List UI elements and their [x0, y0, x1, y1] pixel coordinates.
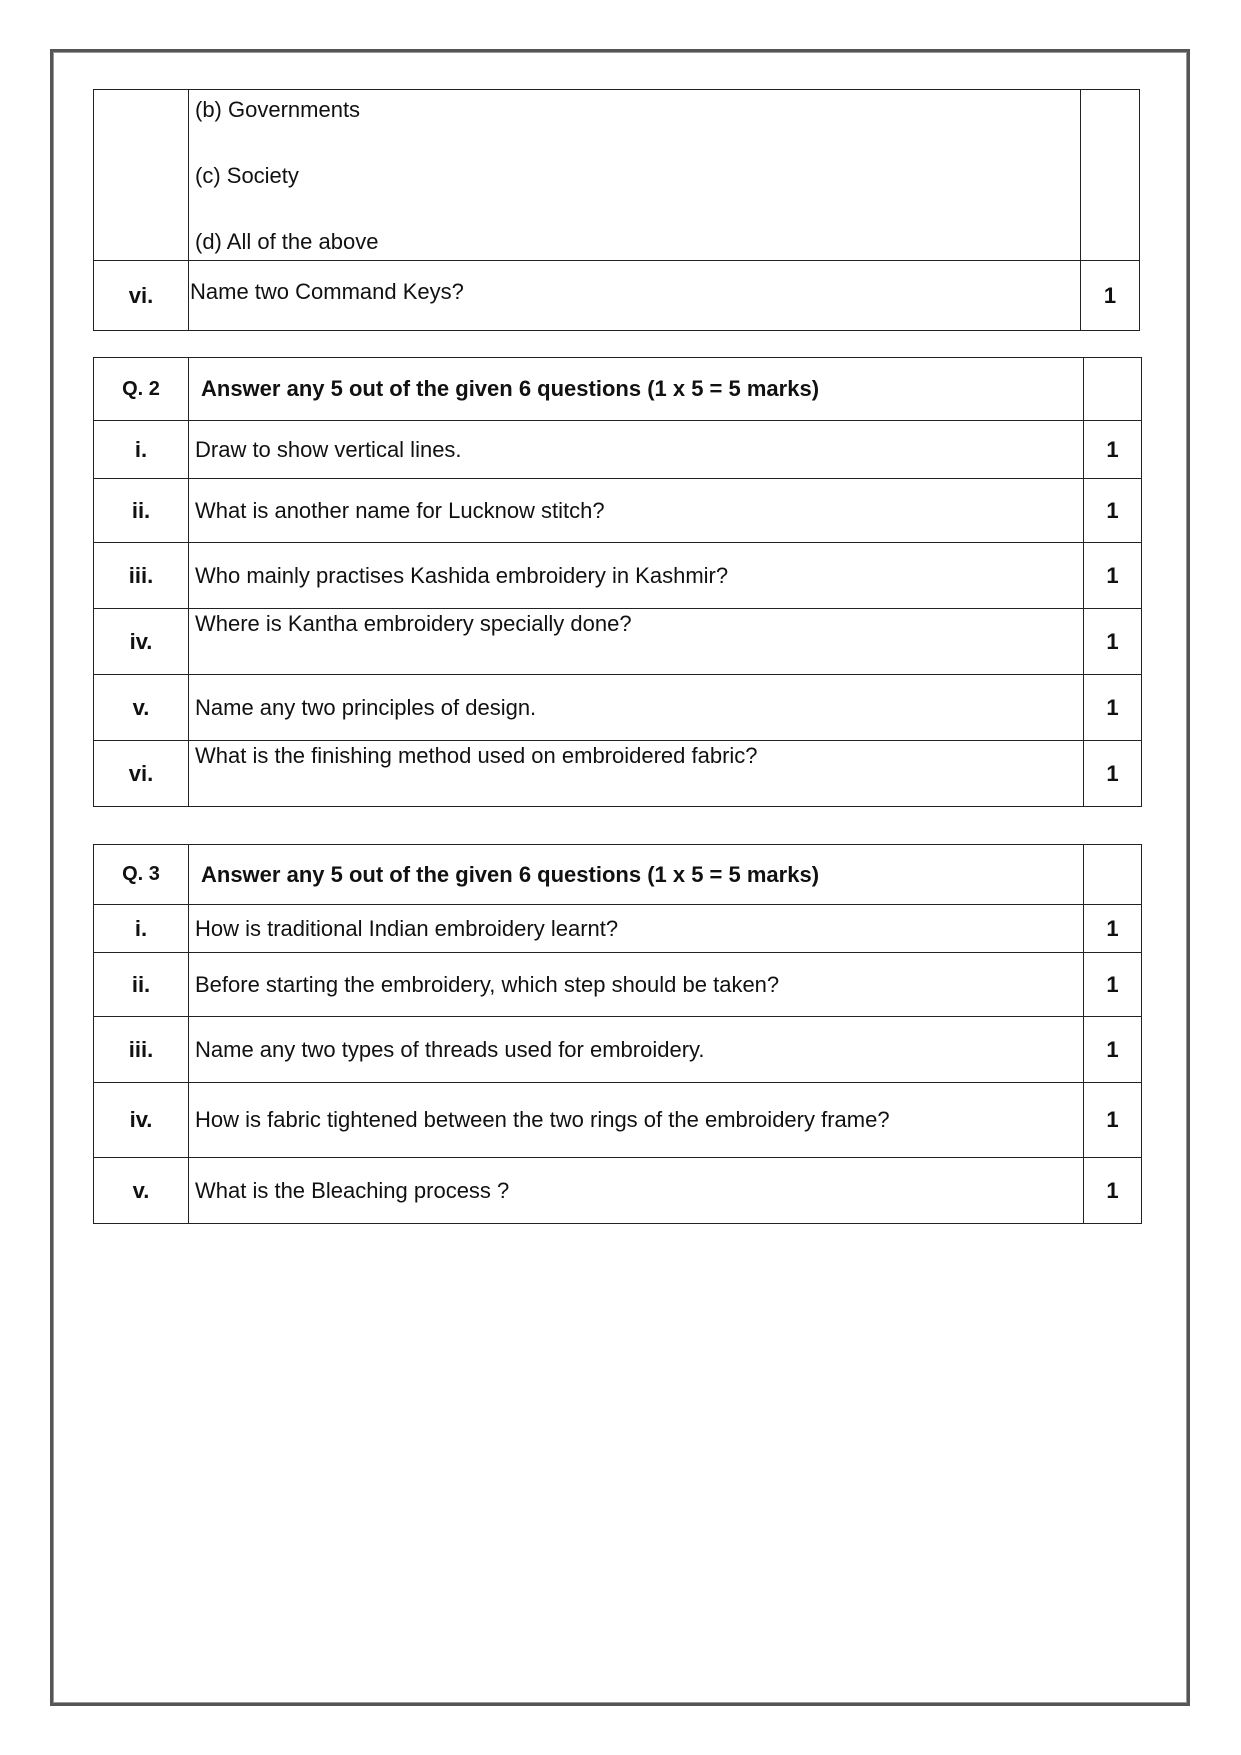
options-num-cell: [94, 90, 189, 261]
table-row: [94, 421, 1142, 479]
table-row: [94, 905, 1142, 953]
question-text: What is another name for Lucknow stitch?: [189, 479, 1084, 543]
table-row: [94, 609, 1142, 675]
q3-header-row: [94, 845, 1142, 905]
question-marks: 1: [1084, 741, 1142, 807]
q3-instruction: Answer any 5 out of the given 6 questions (1 x 5 = 5 marks): [189, 845, 1084, 905]
table-row: [94, 953, 1142, 1017]
option-d: (d) All of the above: [195, 229, 379, 254]
question-marks: 1: [1084, 1083, 1142, 1158]
q2-header-row: [94, 358, 1142, 421]
options-mark-cell: [1081, 90, 1140, 261]
question-text: How is traditional Indian embroidery learnt?: [189, 905, 1084, 953]
q2-table: [93, 357, 1142, 807]
question-number: iv.: [94, 1083, 189, 1158]
question-number: vi.: [94, 261, 189, 331]
table-row: [94, 261, 1140, 331]
options-row: [94, 90, 1140, 261]
question-number: iii.: [94, 1017, 189, 1083]
q3-header-mark-cell: [1084, 845, 1142, 905]
table-row: [94, 479, 1142, 543]
question-marks: 1: [1084, 609, 1142, 675]
q2-header-mark-cell: [1084, 358, 1142, 421]
q1-continued-table: [93, 89, 1140, 331]
q3-table: [93, 844, 1142, 1224]
options-cell: [189, 90, 1081, 261]
table-row: [94, 675, 1142, 741]
question-number: i.: [94, 421, 189, 479]
question-text: Name any two types of threads used for embroidery.: [189, 1017, 1084, 1083]
question-number: iv.: [94, 609, 189, 675]
question-text: What is the Bleaching process ?: [189, 1158, 1084, 1224]
question-marks: 1: [1081, 261, 1140, 331]
question-text: Name two Command Keys?: [189, 261, 1081, 331]
question-marks: 1: [1084, 1158, 1142, 1224]
question-text: Name any two principles of design.: [189, 675, 1084, 741]
table-row: [94, 1083, 1142, 1158]
question-marks: 1: [1084, 905, 1142, 953]
question-number: vi.: [94, 741, 189, 807]
option-b: (b) Governments: [195, 97, 361, 122]
question-text: Where is Kantha embroidery specially done?: [189, 609, 1084, 675]
question-marks: 1: [1084, 1017, 1142, 1083]
option-c: (c) Society: [195, 163, 299, 188]
q3-number: Q. 3: [94, 845, 189, 905]
q2-instruction: Answer any 5 out of the given 6 questions (1 x 5 = 5 marks): [189, 358, 1084, 421]
question-marks: 1: [1084, 953, 1142, 1017]
question-number: ii.: [94, 953, 189, 1017]
table-row: [94, 1158, 1142, 1224]
table-row: [94, 543, 1142, 609]
question-number: iii.: [94, 543, 189, 609]
question-text: Draw to show vertical lines.: [189, 421, 1084, 479]
question-text: How is fabric tightened between the two rings of the embroidery frame?: [189, 1083, 1084, 1158]
question-marks: 1: [1084, 479, 1142, 543]
q2-number: Q. 2: [94, 358, 189, 421]
question-text: Who mainly practises Kashida embroidery in Kashmir?: [189, 543, 1084, 609]
question-text: Before starting the embroidery, which step should be taken?: [189, 953, 1084, 1017]
question-marks: 1: [1084, 543, 1142, 609]
question-number: ii.: [94, 479, 189, 543]
table-row: [94, 1017, 1142, 1083]
question-marks: 1: [1084, 421, 1142, 479]
question-marks: 1: [1084, 675, 1142, 741]
question-number: i.: [94, 905, 189, 953]
question-number: v.: [94, 675, 189, 741]
question-text: What is the finishing method used on embroidered fabric?: [189, 741, 1084, 807]
table-row: [94, 741, 1142, 807]
question-number: v.: [94, 1158, 189, 1224]
